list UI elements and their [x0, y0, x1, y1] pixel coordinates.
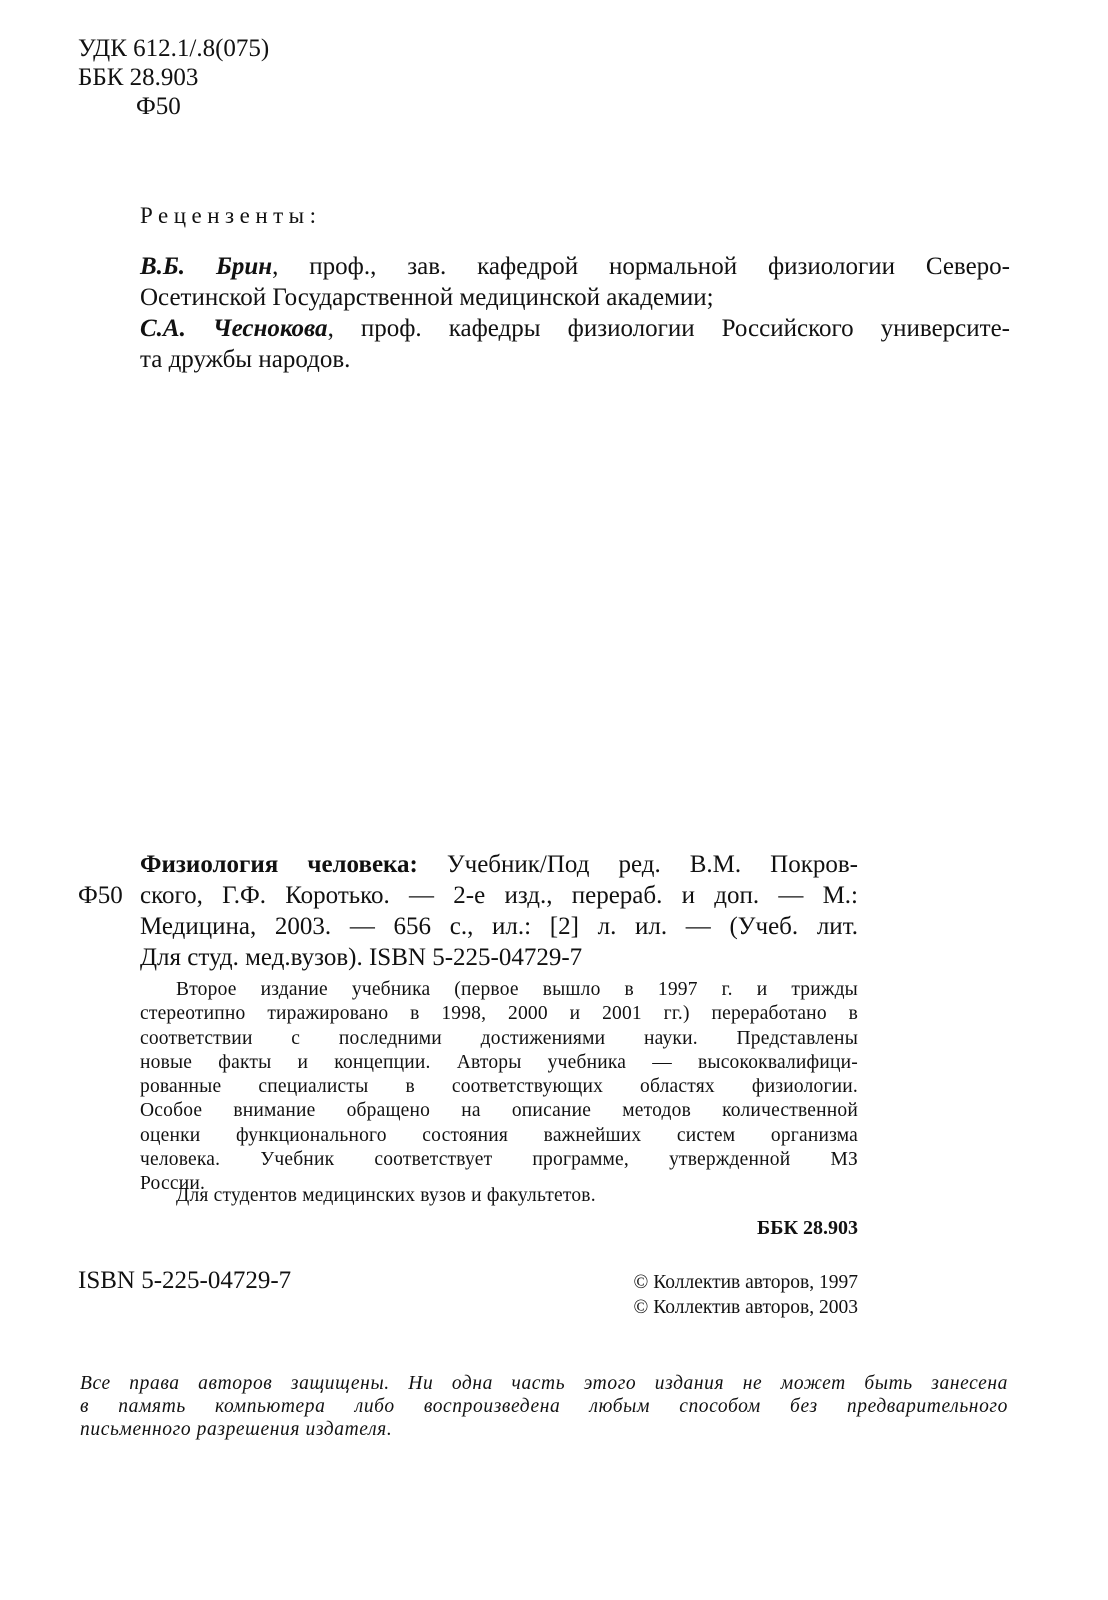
isbn: ISBN 5-225-04729-7 [78, 1267, 292, 1294]
rights-notice [80, 1372, 1008, 1441]
reviewer-2-desc: , проф. кафедры физиологии Российского университе- [327, 315, 1010, 342]
catalog-line-2: ского, Г.Ф. Коротько. — 2-е изд., перераб. и доп. — М.: [140, 882, 858, 909]
author-mark: Ф50 [136, 93, 181, 120]
catalog-author-mark: Ф50 [78, 882, 123, 909]
copyright-block [634, 1270, 858, 1320]
reviewers-list [140, 251, 1010, 375]
annotation-line: стереотипно тиражировано в 1998, 2000 и 2001 гг.) переработано в [140, 1003, 858, 1025]
annotation-line: оценки функционального состояния важнейших систем организма [140, 1124, 858, 1146]
catalog-line-3: Медицина, 2003. — 656 с., ил.: [2] л. ил. — (Учеб. лит. [140, 913, 858, 940]
catalog-line-4: Для студ. мед.вузов). ISBN 5-225-04729-7 [140, 944, 583, 971]
rights-line-1: Все права авторов защищены. Ни одна часть этого издания не может быть занесена [80, 1373, 1008, 1394]
rights-line-3: письменного разрешения издателя. [80, 1419, 393, 1440]
catalog-line-1-rest: Учебник/Под ред. В.М. Покров- [417, 851, 858, 878]
bbk-footer: ББК 28.903 [757, 1217, 858, 1239]
copyright-line-2: © Коллектив авторов, 2003 [633, 1297, 858, 1318]
reviewer-1-name: В.Б. Брин [140, 253, 273, 280]
reviewer-1-line-2: Осетинской Государственной медицинской академии; [140, 284, 714, 311]
catalog-entry [140, 849, 858, 973]
udk-code: УДК 612.1/.8(075) [78, 35, 270, 62]
reviewer-1-line-1 [140, 251, 1010, 282]
annotation-line: Второе издание учебника (первое вышло в 1997 г. и трижды [176, 979, 858, 1000]
copyright-line-1: © Коллектив авторов, 1997 [633, 1272, 858, 1293]
annotation [140, 978, 858, 1197]
reviewers-heading: Рецензенты: [140, 203, 322, 228]
classification-block [78, 34, 269, 121]
annotation-line: рованные специалисты в соответствующих областях физиологии. [140, 1076, 858, 1098]
reviewer-2-line-1 [140, 313, 1010, 344]
annotation-line: новые факты и концепции. Авторы учебника — высококвалифици- [140, 1051, 858, 1073]
catalog-line-1 [140, 849, 858, 880]
book-title: Физиология человека: [140, 851, 418, 878]
annotation-line: Особое внимание обращено на описание методов количественной [140, 1100, 858, 1122]
annotation-line: человека. Учебник соответствует программе, утвержденной МЗ [140, 1149, 858, 1171]
audience-note: Для студентов медицинских вузов и факультетов. [176, 1185, 596, 1206]
reviewer-2-line-2: та дружбы народов. [140, 346, 351, 373]
annotation-line: России. [140, 1173, 206, 1195]
annotation-line: соответствии с последними достижениями науки. Представлены [140, 1027, 858, 1049]
rights-line-2: в память компьютера либо воспроизведена любым способом без предварительного [80, 1396, 1008, 1417]
reviewer-1-desc: , проф., зав. кафедрой нормальной физиологии Северо- [272, 253, 1010, 280]
bbk-code: ББК 28.903 [78, 64, 199, 91]
reviewer-2-name: С.А. Чеснокова [140, 315, 328, 342]
